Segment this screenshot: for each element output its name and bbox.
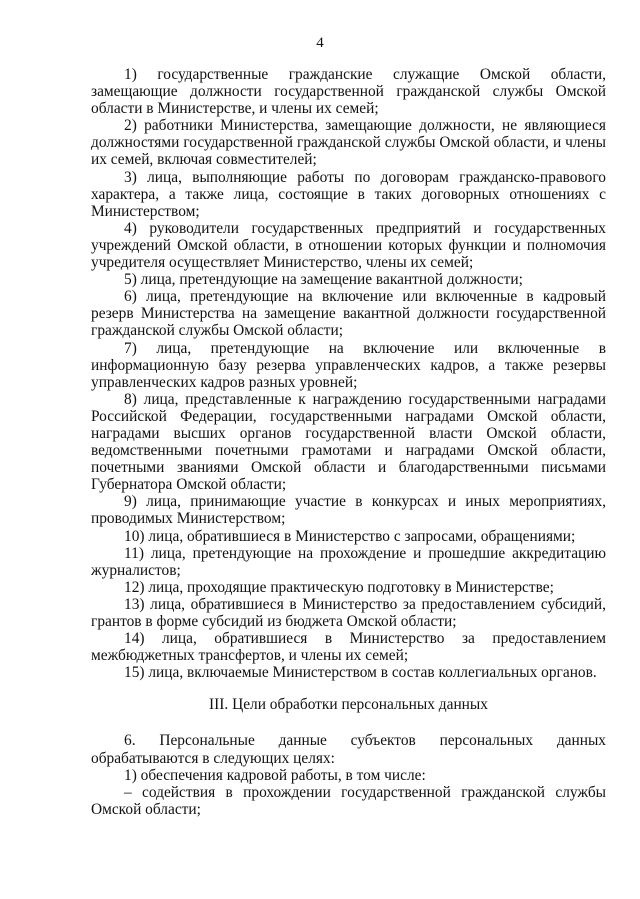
section-paragraph: 1) обеспечения кадровой работы, в том числе:	[124, 766, 426, 784]
section-paragraph: – содействия в прохождении государственной гражданской службы Омской области;	[91, 783, 606, 818]
list-item: 10) лица, обратившиеся в Министерство с запросами, обращениями;	[124, 527, 576, 545]
list-item: 15) лица, включаемые Министерством в состав коллегиальных органов.	[124, 664, 597, 682]
list-item: 6) лица, претендующие на включение или включенные в кадровый резерв Министерства на замещение вакантной должности государственной гражданской службы Омской области;	[91, 288, 606, 340]
list-item: 8) лица, представленные к награждению государственными наградами Российской Федерации, государственными наградами Омской области, наградами высших органов государственной власти Омской области, ведомственными почетными грамотами и наградами Омской области, почетными званиями Омской области и благодарственными письмами Губернатора Омской области;	[91, 390, 606, 494]
section-paragraph: 6. Персональные данные субъектов персональных данных обрабатываются в следующих целях:	[91, 732, 606, 767]
list-item: 1) государственные гражданские служащие Омской области, замещающие должности государственной гражданской службы Омской области в Министерстве, и члены их семей;	[91, 66, 606, 118]
list-item: 7) лица, претендующие на включение или включенные в информационную базу резерва управленческих кадров, а также резервы управленческих кадров разных уровней;	[91, 339, 606, 391]
list-item: 9) лица, принимающие участие в конкурсах и иных мероприятиях, проводимых Министерством;	[91, 493, 606, 528]
list-item: 11) лица, претендующие на прохождение и прошедшие аккредитацию журналистов;	[91, 544, 606, 579]
list-item: 3) лица, выполняющие работы по договорам гражданско-правового характера, а также лица, состоящие в таких договорных отношениях с Министерством;	[91, 168, 606, 220]
list-item: 14) лица, обратившиеся в Министерство за предоставлением межбюджетных трансфертов, и члены их семей;	[91, 630, 606, 665]
page-number: 4	[316, 35, 324, 51]
list-item: 5) лица, претендующие на замещение вакантной должности;	[124, 271, 523, 289]
section-heading: III. Цели обработки персональных данных	[209, 696, 488, 714]
document-body	[91, 66, 606, 818]
list-item: 12) лица, проходящие практическую подготовку в Министерстве;	[124, 578, 554, 596]
list-item: 13) лица, обратившиеся в Министерство за предоставлением субсидий, грантов в форме субсидий из бюджета Омской области;	[91, 595, 606, 630]
list-item: 2) работники Министерства, замещающие должности, не являющиеся должностями государственной гражданской службы Омской области, и члены их семей, включая совместителей;	[91, 117, 606, 169]
list-item: 4) руководители государственных предприятий и государственных учреждений Омской области, в отношении которых функции и полномочия учредителя осуществляет Министерство, члены их семей;	[91, 219, 606, 272]
